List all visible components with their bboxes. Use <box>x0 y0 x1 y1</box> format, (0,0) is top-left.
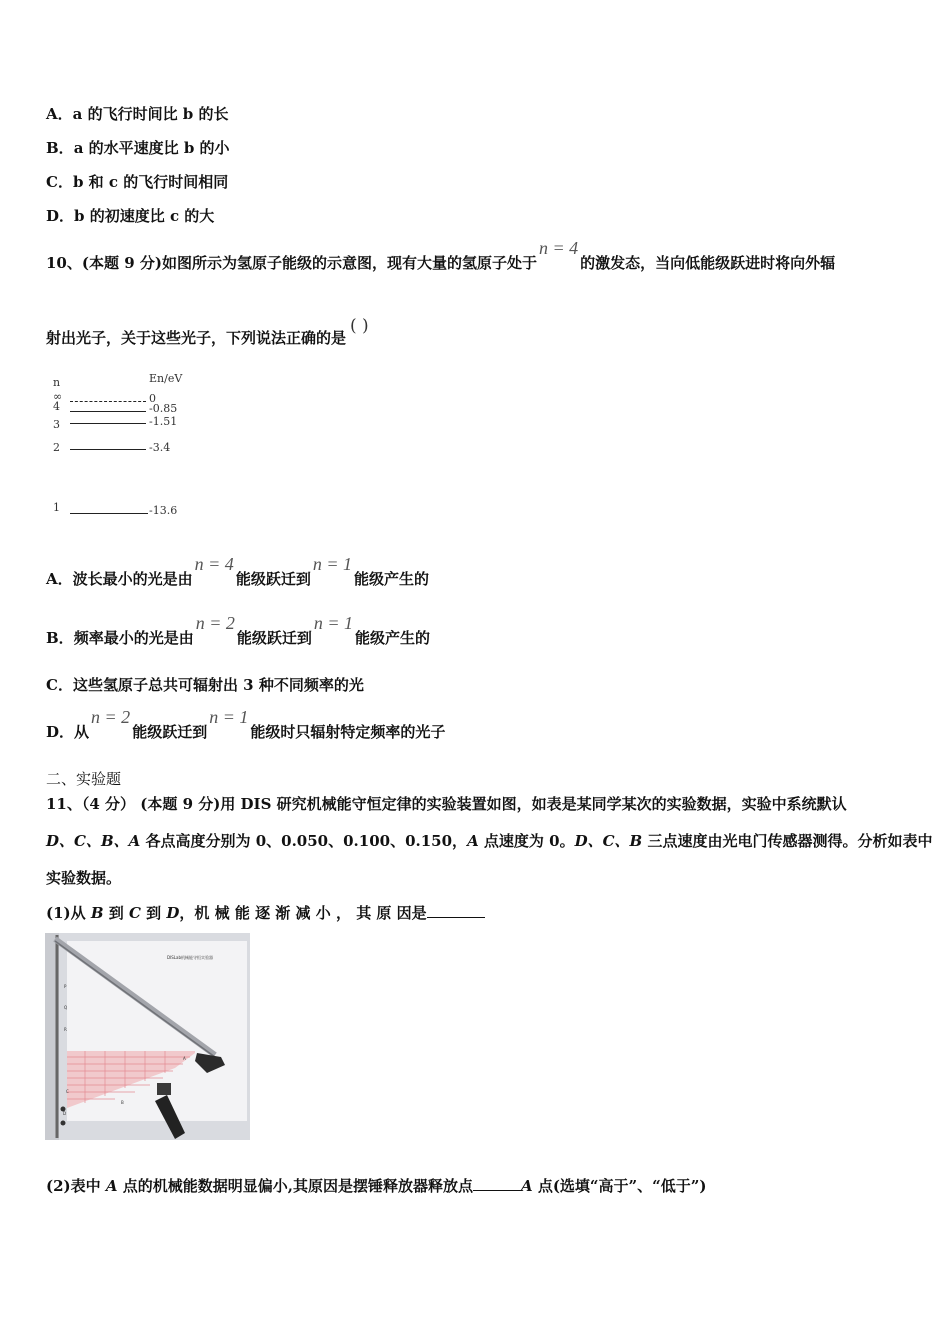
apparatus-photo <box>45 933 250 1140</box>
energy-level-diagram <box>46 370 226 530</box>
option-text: a 的水平速度比 b 的小 <box>73 139 230 157</box>
option-text: 波长最小的光是由 <box>72 570 193 588</box>
answer-paren: ( ) <box>350 316 369 336</box>
photo-title: DISLab机械能守恒实验器 <box>167 955 214 960</box>
point-variable: B <box>90 904 104 922</box>
q10-option-d <box>46 707 446 742</box>
point-variable: A <box>520 1177 533 1195</box>
photo-label-r: R <box>64 1027 67 1032</box>
math-formula: n = 1 <box>209 707 249 727</box>
level-line-3 <box>70 423 146 424</box>
option-text: 能级产生的 <box>353 570 429 588</box>
level-energy-label: -0.85 <box>149 402 178 415</box>
math-formula: n = 1 <box>313 613 354 633</box>
level-energy-label: -3.4 <box>149 441 171 454</box>
option-letter: B． <box>46 629 74 647</box>
q9-option-c <box>46 171 228 192</box>
level-energy-label: -13.6 <box>149 504 178 517</box>
option-text: 从 <box>74 723 90 741</box>
level-energy-label: -1.51 <box>149 415 178 428</box>
energy-axis-label: En/eV <box>149 372 183 385</box>
stem-text: 到 <box>140 904 167 922</box>
q9-option-d <box>46 205 214 226</box>
q11-stem-line3: 实验数据。 <box>46 869 122 887</box>
apparatus-illustration <box>45 933 250 1140</box>
stem-text: 三点速度由光电门传感器测得。分析如表中 <box>642 832 933 850</box>
stem-text: 点速度为 0。 <box>478 832 575 850</box>
q9-option-a <box>46 103 229 124</box>
point-variable: A <box>467 832 479 850</box>
stem-text: (2)表中 <box>46 1177 106 1195</box>
photo-label-b: B <box>121 1100 124 1105</box>
option-text: 能级产生的 <box>355 629 431 647</box>
level-line-2 <box>70 449 146 450</box>
point-variables: D、C、B、A <box>46 832 141 850</box>
level-line-infinity <box>70 401 146 402</box>
level-n-label: 4 <box>53 400 60 413</box>
option-letter: B． <box>46 139 74 157</box>
photo-label-a: A <box>183 1056 186 1061</box>
n-axis-label: n <box>53 376 61 389</box>
section-title: 二、实验题 <box>46 770 122 788</box>
option-text: 能级跃迁到 <box>235 570 311 588</box>
stem-text: 点的机械能数据明显偏小,其原因是摆锤释放器释放点 <box>117 1177 473 1195</box>
q11-part1 <box>46 902 485 923</box>
option-letter: A． <box>46 570 73 588</box>
q10-option-a <box>46 554 429 589</box>
level-n-label: ∞ <box>53 390 63 403</box>
option-text: 频率最小的光是由 <box>73 629 194 647</box>
stem-text: 射出光子，关于这些光子，下列说法正确的是 <box>46 329 347 347</box>
q10-stem-line2 <box>46 316 369 348</box>
option-letter: A． <box>46 105 73 123</box>
level-n-label: 2 <box>53 441 60 454</box>
option-text: 能级时只辐射特定频率的光子 <box>250 723 446 741</box>
q10-option-b <box>46 613 431 648</box>
stem-text: 各点高度分别为 0、0.050、0.100、0.150， <box>140 832 468 850</box>
q9-option-b <box>46 137 230 158</box>
answer-blank[interactable] <box>427 903 485 918</box>
math-formula: n = 4 <box>194 554 234 574</box>
math-formula: n = 4 <box>538 238 579 258</box>
option-text: a 的飞行时间比 b 的长 <box>72 105 229 123</box>
option-letter: D． <box>46 723 75 741</box>
level-line-4 <box>70 411 146 412</box>
option-text: 能级跃迁到 <box>132 723 208 741</box>
option-letter: C． <box>46 173 73 191</box>
option-text: 这些氢原子总共可辐射出 3 种不同频率的光 <box>72 676 364 694</box>
photo-label-p: P <box>64 984 67 989</box>
option-text: 能级跃迁到 <box>236 629 312 647</box>
level-n-label: 3 <box>53 418 60 431</box>
option-text: b 的初速度比 c 的大 <box>74 207 215 225</box>
stem-text: (1)从 <box>46 904 91 922</box>
level-n-label: 1 <box>53 501 60 514</box>
q10-stem-line1 <box>46 238 836 273</box>
option-letter: D． <box>46 207 75 225</box>
point-variable: A <box>105 1177 118 1195</box>
photo-label-c: C <box>66 1089 69 1094</box>
point-variable: D <box>166 904 180 922</box>
stem-text: 的激发态，当向低能级跃进时将向外辐 <box>580 254 836 272</box>
point-variable: C <box>129 904 141 922</box>
stem-text: ，机 械 能 逐 渐 减 小 ， 其 原 因是 <box>179 904 427 922</box>
photo-label-q: Q <box>64 1005 68 1010</box>
answer-blank[interactable] <box>473 1176 521 1191</box>
q11-part2 <box>46 1175 707 1196</box>
level-line-1 <box>70 513 148 514</box>
q10-option-c <box>46 674 364 695</box>
level-energy-label: 0 <box>149 392 156 405</box>
photo-label-d: D <box>63 1111 67 1116</box>
point-variables: D、C、B <box>574 832 643 850</box>
stem-text: 到 <box>103 904 129 922</box>
q11-stem-line2 <box>46 830 932 851</box>
math-formula: n = 1 <box>312 554 352 574</box>
math-formula: n = 2 <box>195 613 235 633</box>
math-formula: n = 2 <box>91 707 131 727</box>
option-letter: C． <box>46 676 73 694</box>
option-text: b 和 c 的飞行时间相同 <box>72 173 229 191</box>
q11-stem-line1: 11、（4 分） (本题 9 分)用 DIS 研究机械能守恒定律的实验装置如图，如表是某同学某次的实验数据，实验中系统默认 <box>46 795 847 813</box>
stem-text: 10、(本题 9 分)如图所示为氢原子能级的示意图，现有大量的氢原子处于 <box>46 254 537 272</box>
stem-text: 点(选填“高于”、“低于”) <box>532 1177 707 1195</box>
